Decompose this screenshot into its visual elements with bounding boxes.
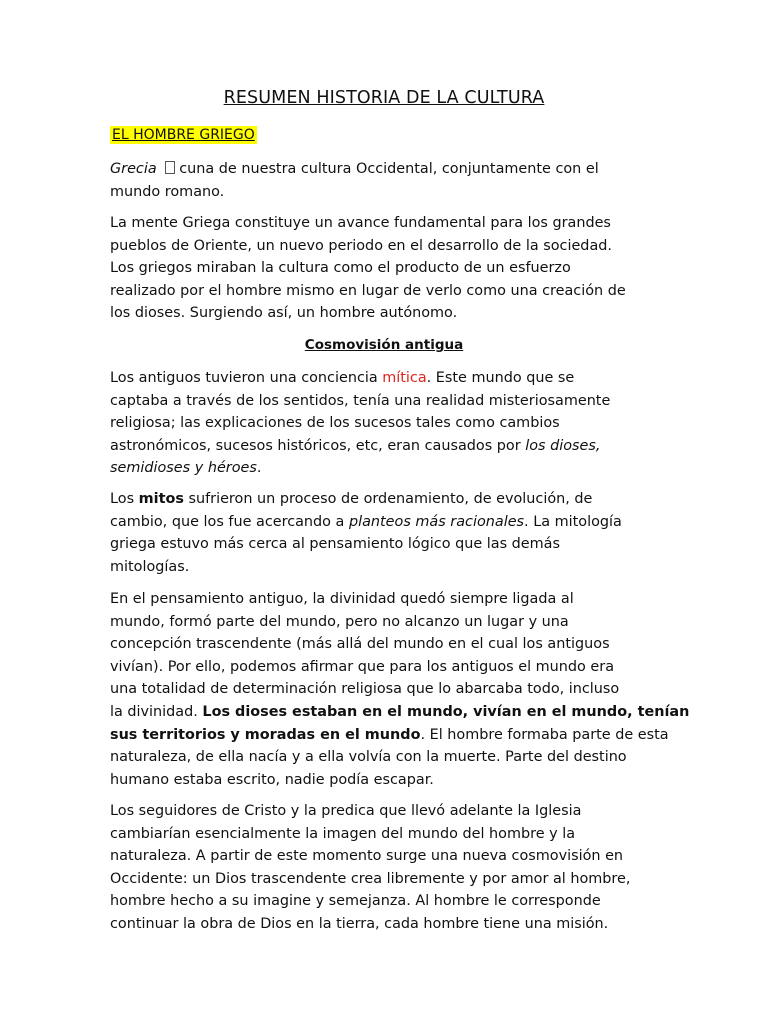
text-span: . Este mundo que se: [426, 370, 575, 386]
italic-word: Grecia: [110, 161, 157, 177]
text-span: la divinidad.: [110, 703, 203, 720]
red-word: mítica: [382, 370, 427, 386]
italic-span: los dioses,: [525, 437, 601, 454]
bold-span: mitos: [138, 491, 184, 507]
text-span: . El hombre formaba parte de esta: [420, 726, 669, 743]
paragraph-3-line: religiosa; las explicaciones de los sucesos tales como cambios: [110, 415, 560, 432]
paragraph-6-line: Occidente: un Dios trascendente crea libremente y por amor al hombre,: [110, 870, 631, 887]
paragraph-5-line: humano estaba escrito, nadie podía escapar.: [110, 771, 434, 788]
paragraph-3-line: [110, 367, 660, 390]
paragraph-1-line-2: mundo romano.: [110, 183, 225, 200]
subheading: Cosmovisión antigua: [304, 337, 464, 353]
paragraph-5-line: naturaleza, de ella nacía y a ella volvía con la muerte. Parte del destino: [110, 749, 627, 766]
text-span: . La mitología: [524, 513, 622, 530]
paragraph-6-line: cambiarían esencialmente la imagen del mundo del hombre y la: [110, 825, 576, 842]
paragraph-3: [110, 367, 660, 480]
paragraph-2-line: los dioses. Surgiendo así, un hombre autónomo.: [110, 305, 458, 322]
paragraph-5-line: mundo, formó parte del mundo, pero no alcanzo un lugar y una: [110, 613, 569, 630]
arrow-symbol-icon: [165, 161, 175, 174]
paragraph-6: [110, 800, 660, 936]
bold-span: Los dioses estaban en el mundo, vivían en el mundo, tenían: [202, 703, 690, 720]
paragraph-5-line: [110, 701, 690, 724]
italic-span: semidioses y héroes: [110, 460, 257, 477]
paragraph-4-line: mitologías.: [110, 558, 190, 575]
text-span: cambio, que los fue acercando a: [110, 513, 349, 530]
paragraph-3-line: [110, 435, 660, 458]
paragraph-2-line: realizado por el hombre mismo en lugar de verlo como una creación de: [110, 282, 626, 299]
paragraph-5-line: una totalidad de determinación religiosa que lo abarcaba todo, incluso: [110, 681, 620, 698]
paragraph-1: [110, 158, 660, 203]
paragraph-2-line: Los griegos miraban la cultura como el producto de un esfuerzo: [110, 260, 571, 277]
paragraph-4-line: [110, 511, 660, 534]
paragraph-5-line: [110, 724, 669, 747]
paragraph-5: [110, 588, 690, 791]
paragraph-5-line: concepción trascendente (más allá del mundo en el cual los antiguos: [110, 636, 610, 653]
paragraph-4-line: [110, 488, 660, 511]
paragraph-6-line: Los seguidores de Cristo y la predica que llevó adelante la Iglesia: [110, 803, 582, 819]
paragraph-2-line: La mente Griega constituye un avance fundamental para los grandes: [110, 215, 611, 231]
paragraph-5-line: vivían). Por ello, podemos afirmar que para los antiguos el mundo era: [110, 658, 615, 675]
paragraph-3-line: [110, 457, 660, 480]
paragraph-6-line: naturaleza. A partir de este momento surge una nueva cosmovisión en: [110, 848, 624, 865]
text-span: astronómicos, sucesos históricos, etc, eran causados por: [110, 437, 526, 454]
paragraph-5-line: En el pensamiento antiguo, la divinidad quedó siempre ligada al: [110, 591, 574, 607]
paragraph-1-line-1: [110, 158, 660, 181]
bold-span: sus territorios y moradas en el mundo: [110, 726, 421, 743]
paragraph-3-line: captaba a través de los sentidos, tenía una realidad misteriosamente: [110, 392, 611, 409]
paragraph-6-line: hombre hecho a su imagine y semejanza. Al hombre le corresponde: [110, 893, 601, 910]
paragraph-4: [110, 488, 660, 578]
italic-span: planteos más racionales: [348, 513, 525, 530]
document-title: RESUMEN HISTORIA DE LA CULTURA: [223, 88, 545, 108]
paragraph-2: [110, 212, 660, 325]
text-span: Los: [110, 491, 139, 507]
section-heading: [110, 124, 257, 146]
section-heading-text: EL HOMBRE GRIEGO: [112, 127, 255, 143]
paragraph-6-line: continuar la obra de Dios en la tierra, cada hombre tiene una misión.: [110, 915, 609, 932]
text-span: sufrieron un proceso de ordenamiento, de evolución, de: [183, 491, 593, 507]
paragraph-2-line: pueblos de Oriente, un nuevo periodo en el desarrollo de la sociedad.: [110, 237, 612, 254]
text-span: Los antiguos tuvieron una conciencia: [110, 370, 383, 386]
paragraph-4-line: griega estuvo más cerca al pensamiento lógico que las demás: [110, 536, 560, 553]
text-span: .: [256, 460, 262, 477]
text-span: cuna de nuestra cultura Occidental, conjuntamente con el: [179, 161, 599, 177]
